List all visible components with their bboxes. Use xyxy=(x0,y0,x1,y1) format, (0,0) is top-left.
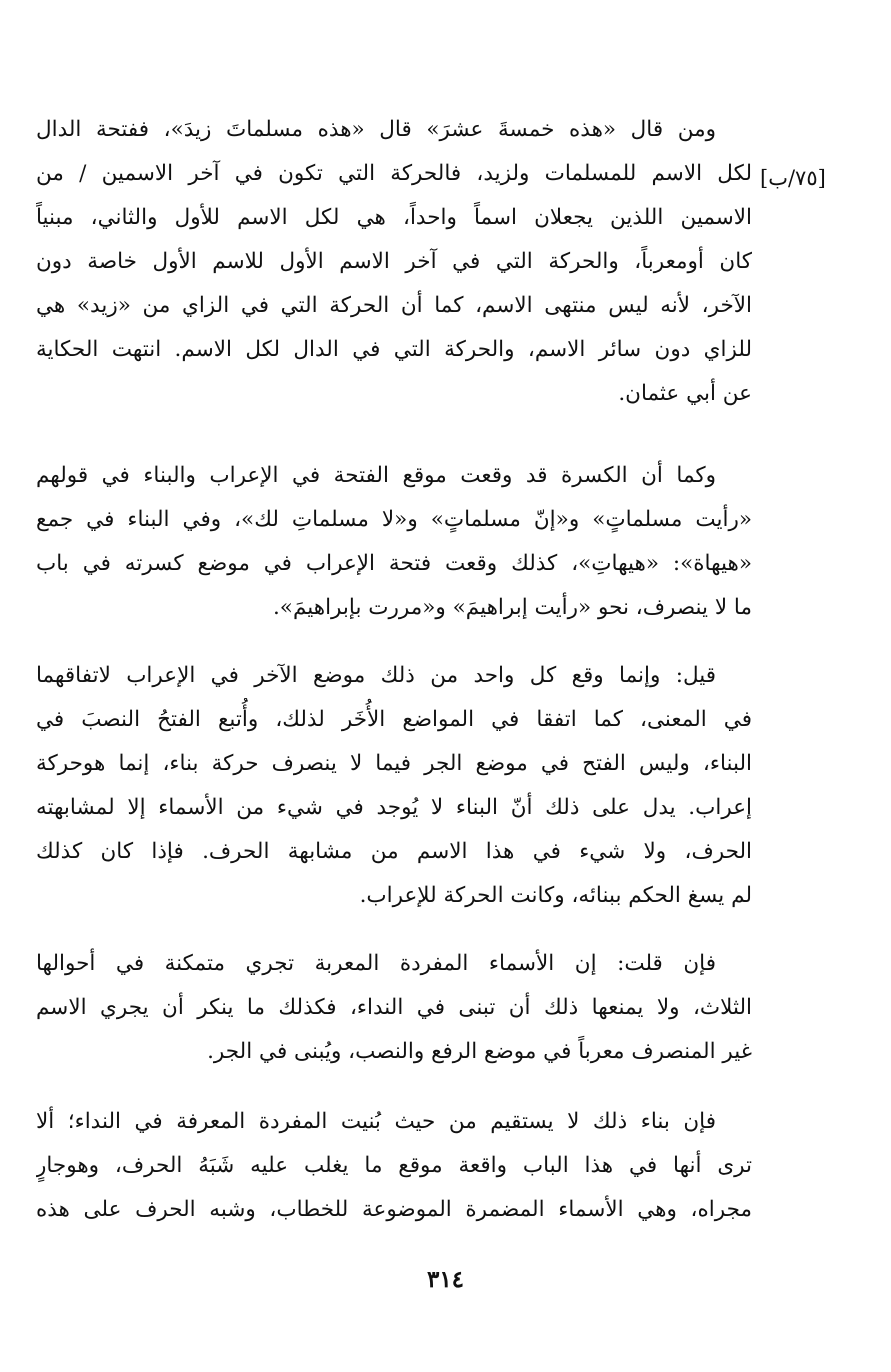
text-line: كان أومعرباً، والحركة التي في آخر الاسم الأول للاسم الأول خاصة دون xyxy=(36,249,752,274)
text-line: فإن قلت: إن الأسماء المفردة المعربة تجري متمكنة في أحوالها xyxy=(36,951,716,976)
text-line: للزاي دون سائر الاسم، والحركة التي في الدال لكل الاسم. انتهت الحكاية xyxy=(36,337,752,362)
text-line: في المعنى، كما اتفقا في المواضع الأُخَر لذلك، وأُتبع الفتحُ النصبَ في xyxy=(36,707,752,732)
text-line: الحرف، ولا شيء في هذا الاسم من مشابهة الحرف. فإذا كان كذلك xyxy=(36,839,752,864)
text-line: «رأيت مسلماتٍ» و«إنّ مسلماتٍ» و«لا مسلماتِ لك»، وفي البناء في جمع xyxy=(36,507,752,532)
paragraph-5 xyxy=(36,1100,752,1232)
text-line: الآخر، لأنه ليس منتهى الاسم، كما أن الحركة التي في الزاي من «زيد» هي xyxy=(36,293,752,318)
text-line: مجراه، وهي الأسماء المضمرة الموضوعة للخطاب، وشبه الحرف على هذه xyxy=(36,1197,752,1222)
text-line: فإن بناء ذلك لا يستقيم من حيث بُنيت المفردة المعرفة في النداء؛ ألا xyxy=(36,1109,716,1134)
text-line: الاسمين اللذين يجعلان اسماً واحداً، هي لكل الاسم للأول والثاني، مبنياً xyxy=(36,205,752,230)
text-line: إعراب. يدل على ذلك أنّ البناء لا يُوجد في شيء من الأسماء إلا لمشابهته xyxy=(36,795,752,820)
paragraph-1 xyxy=(36,108,752,416)
paragraph-3 xyxy=(36,654,752,918)
text-line: لم يسغ الحكم ببنائه، وكانت الحركة للإعراب. xyxy=(359,883,752,908)
text-line: الثلاث، ولا يمنعها ذلك أن تبنى في النداء، فكذلك ما ينكر أن يجري الاسم xyxy=(36,995,752,1020)
text-line: قيل: وإنما وقع كل واحد من ذلك موضع الآخر في الإعراب لاتفاقهما xyxy=(36,663,716,688)
text-line: لكل الاسم للمسلمات ولزيد، فالحركة التي تكون في آخر الاسمين / من xyxy=(36,161,752,186)
text-line: عن أبي عثمان. xyxy=(618,381,752,406)
margin-folio-note: [٧٥/ب] xyxy=(760,166,826,190)
text-line: وكما أن الكسرة قد وقعت موقع الفتحة في الإعراب والبناء في قولهم xyxy=(36,463,716,488)
paragraph-2 xyxy=(36,454,752,630)
text-line: البناء، وليس الفتح في موضع الجر فيما لا ينصرف حركة بناء، إنما هوحركة xyxy=(36,751,752,776)
text-line: ومن قال «هذه خمسةَ عشرَ» قال «هذه مسلماتَ زيدَ»، ففتحة الدال xyxy=(36,117,716,142)
text-line: «هيهاة»: «هيهاتِ»، كذلك وقعت فتحة الإعراب في موضع كسرته في باب xyxy=(36,551,752,576)
page-number: ٣١٤ xyxy=(426,1266,465,1293)
text-line: ترى أنها في هذا الباب واقعة موقع ما يغلب عليه شَبَهُ الحرف، وهوجارٍ xyxy=(36,1153,752,1178)
text-line: ما لا ينصرف، نحو «رأيت إبراهيمَ» و«مررت بإبراهيمَ». xyxy=(272,595,752,620)
paragraph-4 xyxy=(36,942,752,1074)
text-line: غير المنصرف معرباً في موضع الرفع والنصب، ويُبنى في الجر. xyxy=(207,1039,752,1064)
